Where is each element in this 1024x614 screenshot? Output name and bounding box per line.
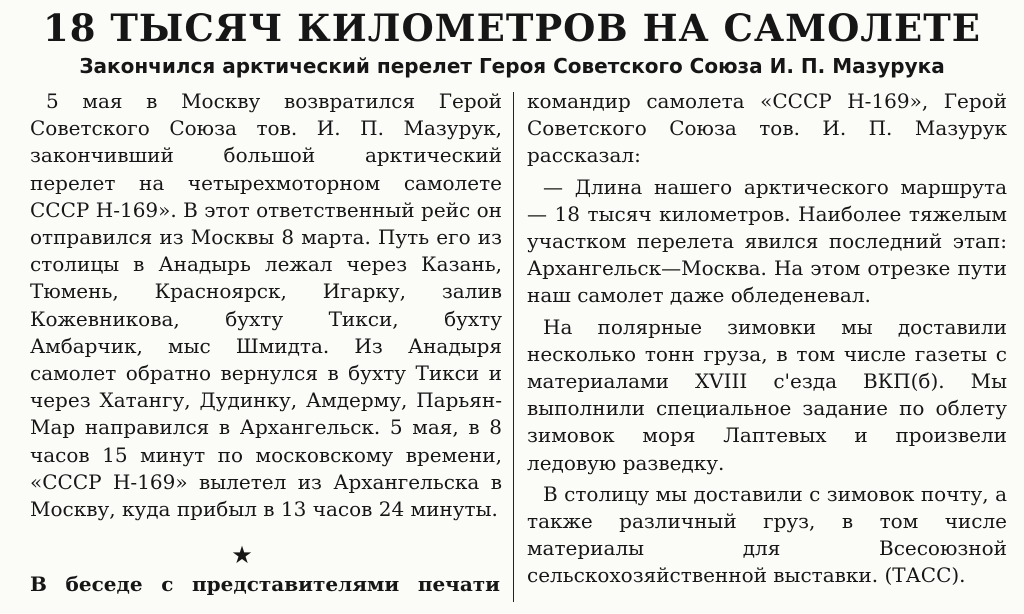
column-divider xyxy=(513,92,514,602)
article-subtitle: Закончился арктический перелет Героя Советского Союза И. П. Мазурука xyxy=(79,54,945,78)
right-paragraph-1: командир самолета «СССР Н-169», Герой Советского Союза тов. И. П. Мазурук рассказал: xyxy=(527,89,1007,168)
right-paragraph-3: На полярные зимовки мы доставили несколько тонн груза, в том числе газеты с материалами XVIII с'езда ВКП(б). Мы выполнили специальное задание по облету зимовок моря Лаптевых и произвели ледовую разведку. xyxy=(527,314,1007,475)
right-paragraph-2: — Длина нашего арктического маршрута — 18 тысяч километров. Наиболее тяжелым участком перелета явился последний этап: Архангельск—Москва. На этом отрезке пути наш самолет даже обледеневал. xyxy=(527,174,1007,308)
right-paragraph-4: В столицу мы доставили с зимовок почту, а также различный груз, в том числе материалы для Всесоюзной сельскохозяйственной выставки. (ТАСС). xyxy=(527,481,1007,588)
article-title: 18 ТЫСЯЧ КИЛОМЕТРОВ НА САМОЛЕТЕ xyxy=(43,6,981,50)
left-paragraph-1: 5 мая в Москву возвратился Герой Советского Союза тов. И. П. Мазурук, закончивший большой арктический перелет на четырехмоторном самолете СССР Н-169». В этот ответственный рейс он отправился из Москвы 8 марта. Путь его из столицы в Анадырь лежал через Казань, Тюмень, Красноярск, Игарку, залив Кожевникова, бухту Тикси, бухту Амбарчик, мыс Шмидта. Из Анадыря самолет обратно вернулся в бухту Тикси и через Хатангу, Дудинку, Амдерму, Парьян-Мар направился в Архангельск. 5 мая, в 8 часов 15 минут по московскому времени, «СССР Н-169» вылетел из Архангельска в Москву, куда прибыл в 13 часов 24 минуты. xyxy=(30,89,502,522)
left-column xyxy=(30,88,502,523)
left-paragraph-2 xyxy=(30,570,500,598)
right-column xyxy=(527,88,1007,594)
left-paragraph-2-text: В беседе с представителями печати xyxy=(30,572,500,596)
star-separator: ★ xyxy=(231,541,253,569)
